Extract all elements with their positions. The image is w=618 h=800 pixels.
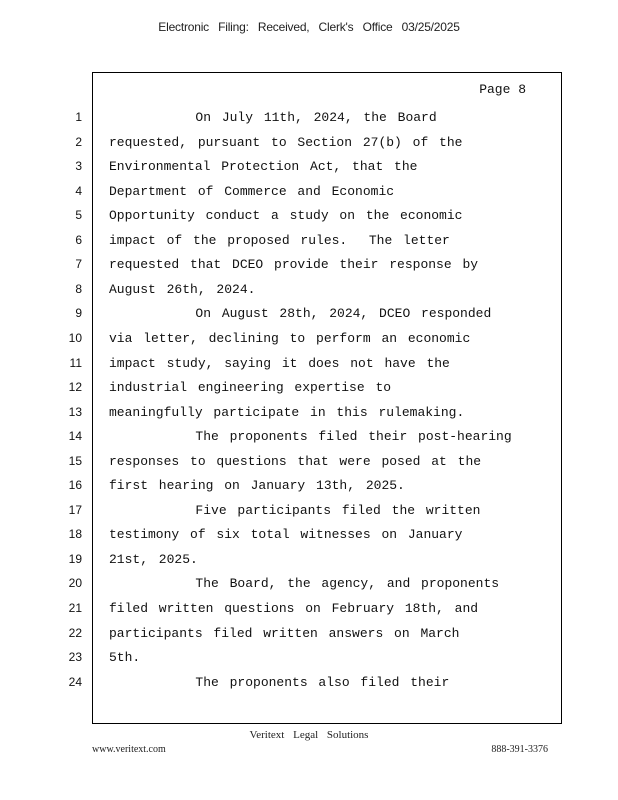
- line-text: Opportunity conduct a study on the economic: [109, 208, 463, 224]
- transcript-line: [0, 110, 618, 134]
- line-text: 21st, 2025.: [109, 551, 198, 567]
- transcript-line: [0, 380, 618, 404]
- transcript-line: [0, 601, 618, 625]
- line-number: 21: [68, 601, 82, 615]
- transcript-line: [0, 429, 618, 453]
- line-number: 18: [68, 527, 82, 542]
- line-number: 5: [75, 208, 82, 223]
- transcript-line: [0, 454, 618, 478]
- line-number: 13: [68, 404, 82, 419]
- footer-phone: 888-391-3376: [491, 744, 548, 755]
- line-text: filed written questions on February 18th, and: [109, 601, 479, 616]
- line-text: industrial engineering expertise to: [109, 380, 392, 396]
- line-number: 15: [68, 453, 82, 468]
- line-text: impact of the proposed rules. The letter: [109, 232, 450, 248]
- line-number: 11: [69, 355, 82, 370]
- line-text: via letter, declining to perform an economic: [109, 330, 471, 346]
- line-text: testimony of six total witnesses on January: [109, 527, 463, 543]
- line-number: 22: [68, 625, 82, 640]
- line-text: On July 11th, 2024, the Board: [109, 110, 437, 125]
- line-text: requested, pursuant to Section 27(b) of the: [109, 134, 463, 150]
- page-number: Page 8: [479, 82, 526, 97]
- transcript-line: [0, 552, 618, 576]
- line-text: The proponents filed their post-hearing: [109, 429, 512, 445]
- line-text: On August 28th, 2024, DCEO responded: [109, 306, 492, 322]
- transcript-line: [0, 650, 618, 674]
- transcript-line: [0, 405, 618, 429]
- transcript-line: [0, 135, 618, 159]
- line-number: 10: [68, 330, 82, 345]
- line-number: 6: [75, 232, 82, 247]
- line-text: Five participants filed the written: [109, 502, 481, 518]
- line-number: 9: [75, 306, 82, 321]
- footer-website: www.veritext.com: [92, 744, 166, 755]
- line-number: 24: [68, 674, 82, 689]
- transcript-line: [0, 503, 618, 527]
- line-number: 8: [75, 281, 82, 296]
- line-number: 1: [75, 110, 82, 124]
- line-number: 20: [68, 576, 82, 591]
- line-text: impact study, saying it does not have the: [109, 355, 450, 371]
- line-text: The Board, the agency, and proponents: [109, 576, 500, 592]
- line-number: 17: [68, 502, 82, 517]
- line-text: Department of Commerce and Economic: [109, 183, 395, 199]
- line-number: 3: [75, 159, 82, 174]
- transcript-line: [0, 356, 618, 380]
- line-number: 4: [75, 183, 82, 198]
- line-number: 19: [68, 551, 82, 566]
- transcript-line: [0, 208, 618, 232]
- transcript-line: [0, 257, 618, 281]
- line-text: Environmental Protection Act, that the: [109, 159, 418, 175]
- filing-header: Electronic Filing: Received, Clerk's Office 03/25/2025: [158, 20, 460, 34]
- transcript-line: [0, 233, 618, 257]
- line-text: requested that DCEO provide their response by: [109, 257, 479, 273]
- line-text: participants filed written answers on March: [109, 625, 460, 641]
- transcript-line: [0, 159, 618, 183]
- line-text: first hearing on January 13th, 2025.: [109, 478, 405, 494]
- transcript-line: [0, 675, 618, 699]
- line-number: 2: [75, 134, 82, 149]
- transcript-line: [0, 282, 618, 306]
- transcript-line: [0, 306, 618, 330]
- line-number: 14: [68, 429, 82, 444]
- transcript-line: [0, 527, 618, 551]
- line-text: meaningfully participate in this rulemaking.: [109, 404, 465, 420]
- line-text: The proponents also filed their: [109, 674, 450, 690]
- footer-company: Veritext Legal Solutions: [249, 729, 369, 741]
- line-text: 5th.: [109, 650, 141, 666]
- transcript-line: [0, 331, 618, 355]
- line-number: 16: [68, 478, 82, 493]
- line-text: August 26th, 2024.: [109, 281, 256, 297]
- transcript-line: [0, 184, 618, 208]
- line-number: 7: [75, 257, 82, 272]
- transcript-line: [0, 576, 618, 600]
- transcript-line: [0, 626, 618, 650]
- line-number: 23: [68, 650, 82, 665]
- line-number: 12: [68, 380, 82, 395]
- transcript-line: [0, 478, 618, 502]
- line-text: responses to questions that were posed at the: [109, 453, 482, 469]
